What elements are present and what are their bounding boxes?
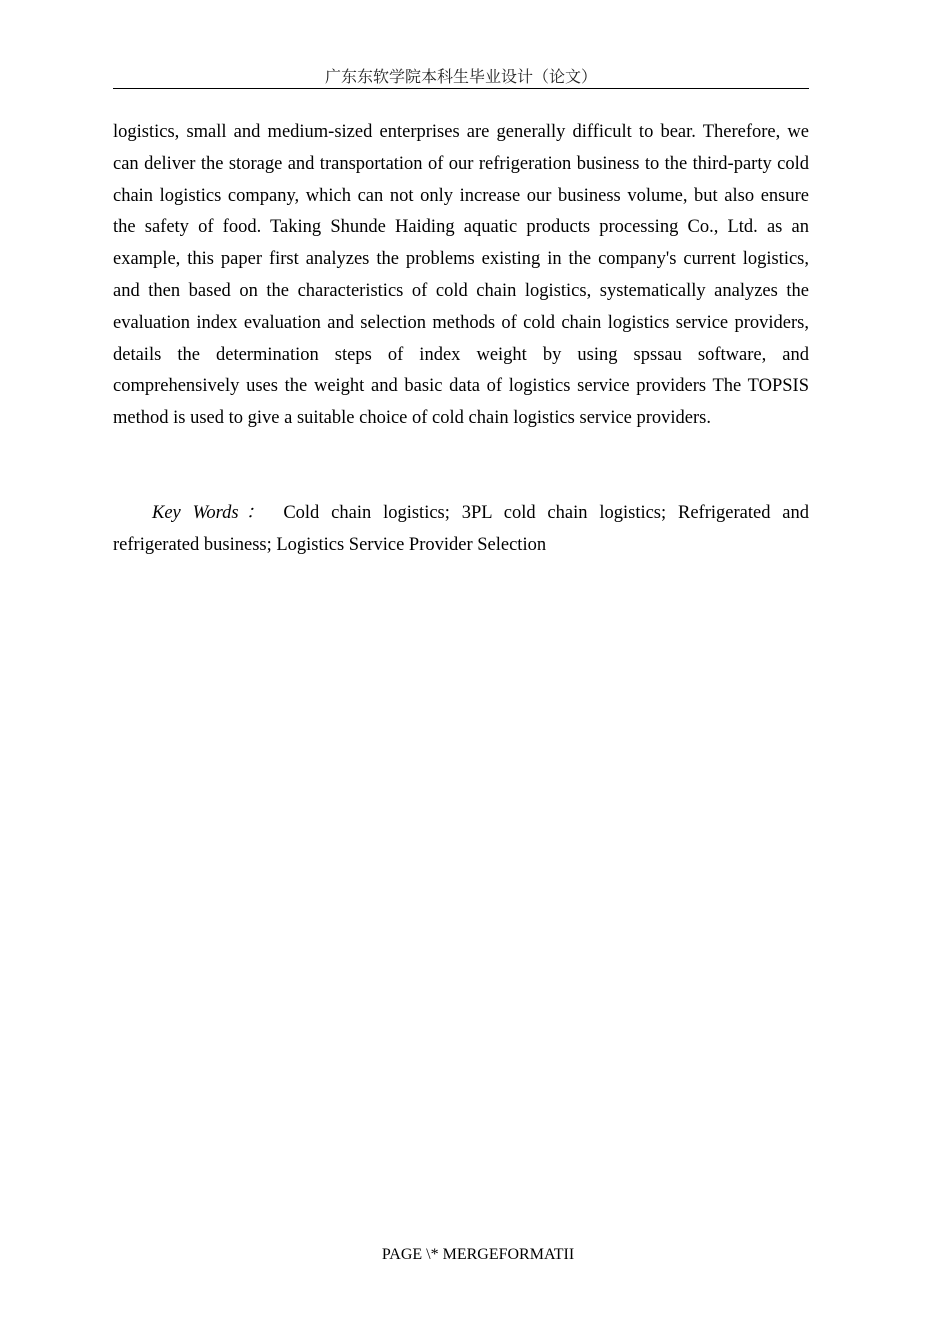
keywords-label: Key Words： (152, 503, 272, 523)
keywords-text: Cold chain logistics; 3PL cold chain logistics; Refrigerated and refrigerated business; Logistics Service Provider Selection (113, 503, 809, 555)
header-divider (113, 88, 809, 89)
page-header-title: 广东东软学院本科生毕业设计（论文） (324, 67, 597, 86)
page-footer-field: PAGE \* MERGEFORMATII (381, 1246, 575, 1263)
abstract-paragraph: logistics, small and medium-sized enterprises are generally difficult to bear. Therefore, we can deliver the storage and transportation of our refrigeration business to the third-party cold chain logistics company, which can not only increase our business volume, but also ensure the safety of food. Taking Shunde Haiding aquatic products processing Co., Ltd. as an example, this paper first analyzes the problems existing in the company's current logistics, and then based on the characteristics of cold chain logistics, systematically analyzes the evaluation index evaluation and selection methods of cold chain logistics service providers, details the determination steps of index weight by using spssau software, and comprehensively uses the weight and basic data of logistics service providers The TOPSIS method is used to give a suitable choice of cold chain logistics service providers. (113, 122, 809, 429)
keywords-section (113, 498, 809, 562)
